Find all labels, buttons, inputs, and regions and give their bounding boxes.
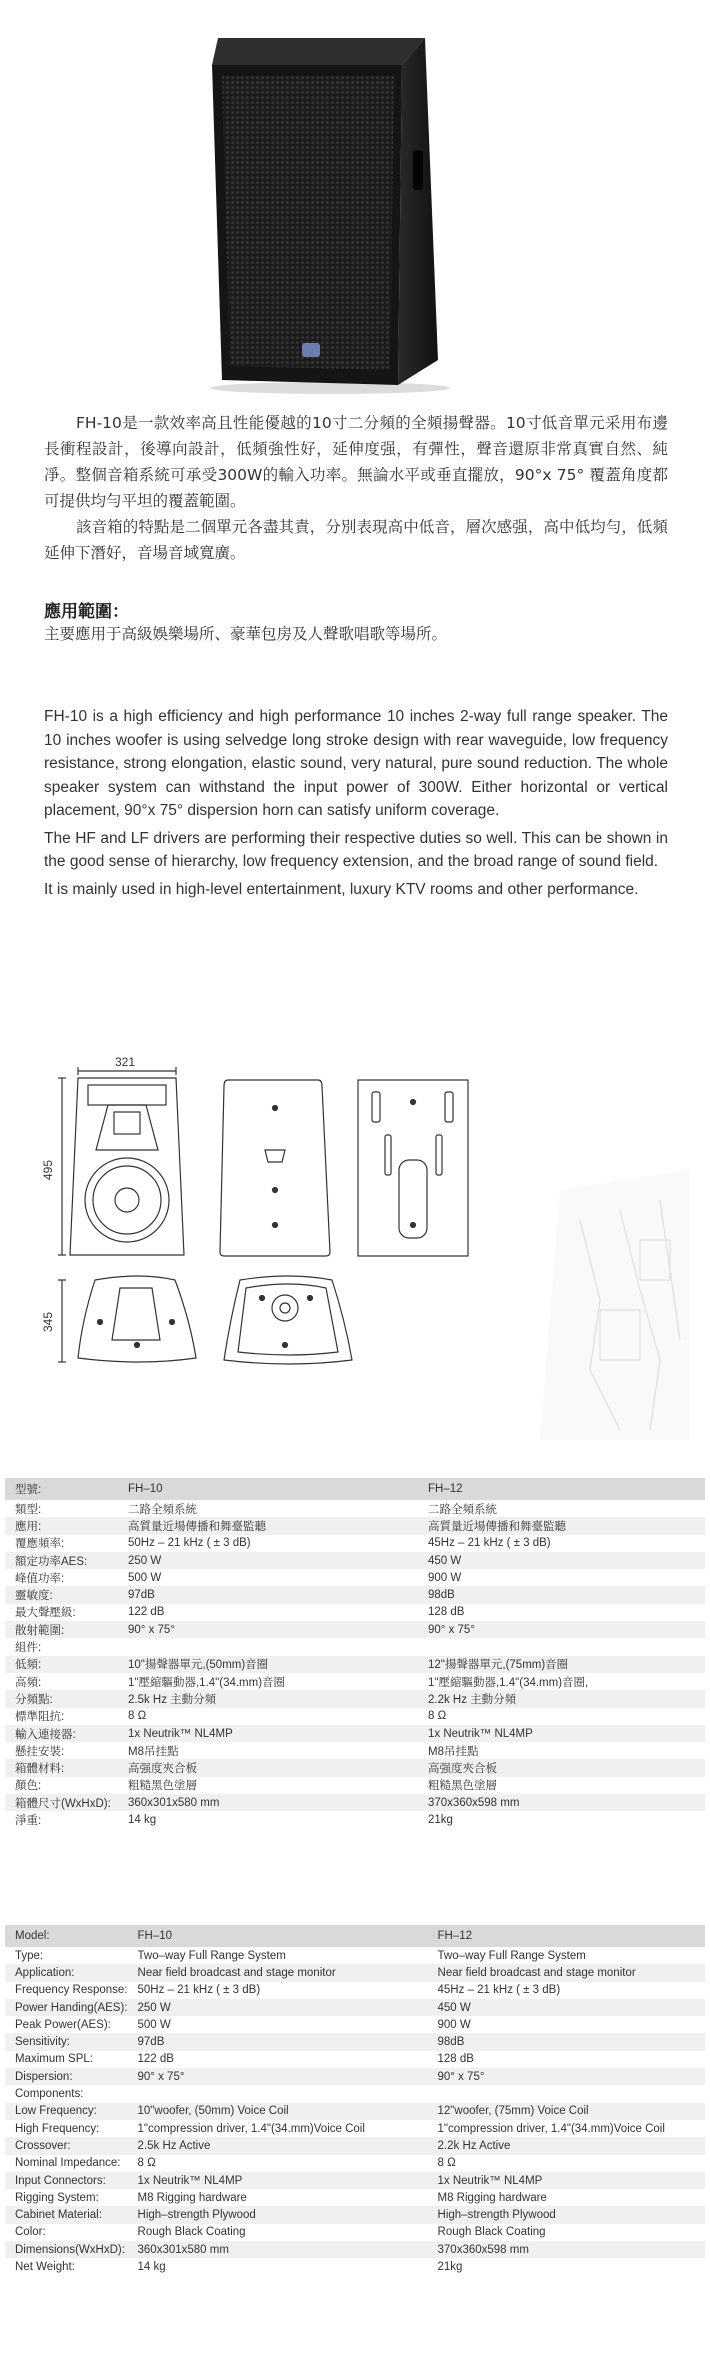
application-text: 主要應用于高級娛樂場所、豪華包房及人聲歌唱歌等場所。: [44, 625, 448, 643]
spec-cn-row: [5, 1517, 705, 1534]
spec-en-cell-fh10: 8 Ω: [137, 2157, 156, 2170]
spec-cn-cell-fh12: 2.2k Hz 主動分頻: [418, 1690, 705, 1707]
spec-cn-row: [5, 1552, 705, 1569]
top-view: [41, 1276, 196, 1362]
spec-cn-cell-fh10: 122 dB: [128, 1606, 165, 1619]
spec-cn-row: [5, 1535, 705, 1552]
spec-cn-row: [5, 1794, 705, 1811]
spec-cn-cell-label: 懸挂安裝:: [15, 1745, 65, 1758]
spec-en-cell-fh10: 50Hz – 21 kHz ( ± 3 dB): [137, 1984, 261, 1997]
spec-cn-row: [5, 1811, 705, 1828]
rear-view: [220, 1080, 330, 1256]
spec-en-cell-fh12: 8 Ω: [437, 2157, 456, 2170]
spec-en-row: [5, 2051, 705, 2068]
speaker-product-photo: [0, 0, 710, 400]
spec-en-cell-fh12: 45Hz – 21 kHz ( ± 3 dB): [437, 1984, 561, 1997]
spec-en-row: [5, 2016, 705, 2033]
spec-en-cell-fh12: High–strength Plywood: [428, 2206, 705, 2223]
spec-cn-row: [5, 1500, 705, 1517]
spec-en-cell-fh12: M8 Rigging hardware: [437, 2191, 547, 2204]
spec-cn-cell-fh12: 二路全頻系統: [428, 1503, 497, 1516]
spec-en-cell-label: High Frequency:: [15, 2122, 100, 2135]
spec-cn-cell-label: 靈敏度:: [5, 1586, 118, 1603]
spec-en-row: [5, 1947, 705, 1964]
spec-cn-cell-label: 散射範圍:: [5, 1621, 118, 1638]
spec-en-cell-fh10: 500 W: [137, 2018, 171, 2031]
bottom-view: [224, 1276, 352, 1364]
spec-en-cell-label: Peak Power(AES):: [15, 2018, 111, 2031]
spec-cn-cell-fh12: 12"揚聲器單元,(75mm)音圈: [418, 1656, 705, 1673]
spec-en-cell-fh12: Near field broadcast and stage monitor: [428, 1964, 705, 1981]
spec-cn-cell-fh12: 高質量近場傳播和舞臺監聽: [418, 1517, 705, 1534]
spec-cn-cell-fh12: 21kg: [428, 1813, 453, 1826]
spec-cn-row: [5, 1569, 705, 1586]
spec-en-cell-label: Dispersion:: [5, 2068, 128, 2085]
spec-cn-cell-fh12: 128 dB: [428, 1606, 465, 1619]
spec-en-row: [5, 2120, 705, 2137]
spec-cn-cell-fh12: 98dB: [418, 1586, 705, 1603]
width-dimension: 321: [114, 1055, 136, 1069]
spec-en-cell-fh12: 450 W: [428, 1999, 705, 2016]
spec-cn-cell-fh12: M8吊挂點: [428, 1745, 479, 1758]
spec-en-cell-label: Rigging System:: [15, 2191, 99, 2204]
spec-en-row: [5, 2033, 705, 2050]
spec-cn-cell-fh12: 粗糙黑色塗層: [428, 1780, 497, 1793]
spec-cn-cell-fh10: 二路全頻系統: [128, 1503, 197, 1516]
spec-en-cell-label: Model:: [5, 1925, 128, 1947]
front-view: [41, 1055, 184, 1255]
spec-en-cell-fh12: 2.2k Hz Active: [428, 2137, 705, 2154]
spec-cn-cell-fh12: 8 Ω: [428, 1710, 447, 1723]
spec-cn-cell-label: 型號:: [5, 1478, 118, 1500]
spec-cn-cell-fh10: 1x Neutrik™ NL4MP: [118, 1725, 418, 1742]
spec-cn-cell-label: 淨重:: [15, 1814, 42, 1827]
cn-paragraph-1: FH-10是一款效率高且性能優越的10寸二分頻的全頻揚聲器。10寸低音單元采用布邊長衝程設計，後導向設計，低頻強性好，延伸度强，有彈性，聲音還原非常真實自然、純凈。整個音箱系統可承受300W的輸入功率。無論水平或垂直擺放，90°x 75° 覆蓋角度都可提供均勻平坦的覆蓋範圍。: [44, 414, 668, 510]
spec-en-cell-label: Cabinet Material:: [5, 2206, 128, 2223]
spec-cn-cell-fh12: 高强度夾合板: [418, 1759, 705, 1776]
spec-cn-cell-fh12: FH–12: [418, 1478, 705, 1500]
spec-en-cell-fh10: 122 dB: [137, 2053, 174, 2066]
spec-en-row: [5, 2155, 705, 2172]
spec-en-cell-label: Application:: [5, 1964, 128, 1981]
english-description: [44, 705, 668, 905]
spec-en-cell-fh10: 1"compression driver, 1.4"(34.mm)Voice Coil: [137, 2122, 365, 2135]
spec-en-row: [5, 2258, 705, 2275]
spec-en-cell-fh10: 14 kg: [137, 2260, 166, 2273]
spec-en-cell-fh10: [128, 2085, 428, 2102]
spec-en-row: [5, 1999, 705, 2016]
spec-en-cell-fh10: Near field broadcast and stage monitor: [128, 1964, 428, 1981]
spec-en-cell-label: Maximum SPL:: [15, 2053, 93, 2066]
spec-en-row: [5, 2085, 705, 2102]
spec-cn-cell-label: 輸入連接器:: [5, 1725, 118, 1742]
spec-en-cell-label: Nominal Impedance:: [15, 2157, 121, 2170]
spec-en-cell-fh12: 128 dB: [437, 2053, 474, 2066]
spec-en-cell-fh10: 250 W: [128, 1999, 428, 2016]
spec-cn-cell-fh12: 90° x 75°: [418, 1621, 705, 1638]
spec-cn-cell-fh10: 50Hz – 21 kHz ( ± 3 dB): [128, 1537, 251, 1550]
spec-en-row: [5, 2189, 705, 2206]
spec-cn-row: [5, 1586, 705, 1603]
spec-en-cell-fh12: 98dB: [428, 2033, 705, 2050]
dimension-drawings: [0, 1040, 710, 1440]
spec-cn-cell-label: 最大聲壓級:: [15, 1607, 76, 1620]
spec-cn-cell-label: 組件:: [15, 1642, 42, 1655]
spec-en-cell-fh10: 97dB: [128, 2033, 428, 2050]
spec-cn-cell-label: 分頻點:: [5, 1690, 118, 1707]
spec-cn-cell-fh12: 45Hz – 21 kHz ( ± 3 dB): [428, 1537, 551, 1550]
spec-cn-cell-label: 低頻:: [5, 1656, 118, 1673]
spec-cn-row: [5, 1690, 705, 1707]
spec-cn-cell-fh10: 500 W: [128, 1571, 162, 1584]
spec-en-cell-fh10: 360x301x580 mm: [128, 2241, 428, 2258]
spec-cn-cell-fh10: 250 W: [118, 1552, 418, 1569]
spec-table-chinese: [5, 1478, 705, 1829]
spec-cn-cell-fh10: 14 kg: [128, 1813, 157, 1826]
spec-en-row: [5, 2206, 705, 2223]
spec-en-cell-fh12: FH–12: [428, 1925, 705, 1947]
spec-cn-row: [5, 1638, 705, 1655]
cn-paragraph-2: 該音箱的特點是二個單元各盡其責，分別表現高中低音，層次感强，高中低均勻，低頻延伸下潛好，音場音域寬廣。: [44, 518, 668, 562]
spec-en-row: [5, 2172, 705, 2189]
en-paragraph-2: The HF and LF drivers are performing their respective duties so well. This can be shown in the good sense of hierarchy, low frequency extension, and the broad range of sound field.: [44, 829, 668, 870]
spec-en-cell-fh10: 1x Neutrik™ NL4MP: [128, 2172, 428, 2189]
spec-en-cell-label: Components:: [15, 2088, 84, 2101]
spec-cn-cell-fh10: FH–10: [118, 1478, 418, 1500]
spec-cn-cell-fh12: 900 W: [428, 1571, 462, 1584]
spec-en-row: [5, 1964, 705, 1981]
depth-dimension: 345: [41, 1311, 55, 1333]
en-paragraph-1: FH-10 is a high efficiency and high performance 10 inches 2-way full range speaker. The 10 inches woofer is using selvedge long stroke design with rear waveguide, low frequency resistance, strong elongation, elastic sound, very natural, pure sound reduction. The whole speaker system can withstand the input power of 300W. Either horizontal or vertical placement, 90°x 75° dispersion horn can satisfy uniform coverage.: [44, 708, 668, 819]
en-paragraph-3: It is mainly used in high-level entertainment, luxury KTV rooms and other performance.: [44, 880, 639, 898]
spec-cn-cell-label: 顏色:: [15, 1780, 42, 1793]
spec-en-cell-fh10: High–strength Plywood: [128, 2206, 428, 2223]
spec-en-cell-fh12: [428, 2085, 705, 2102]
application-heading: 應用範圍：: [44, 602, 129, 622]
spec-cn-cell-label: 標準阻抗:: [15, 1711, 65, 1724]
spec-en-cell-fh10: 10"woofer, (50mm) Voice Coil: [128, 2103, 428, 2120]
spec-cn-cell-fh10: 1"壓縮驅動器,1.4"(34.mm)音圈: [128, 1676, 286, 1689]
spec-cn-cell-fh10: [118, 1638, 418, 1655]
spec-cn-cell-label: 應用:: [5, 1517, 118, 1534]
spec-cn-row: [5, 1759, 705, 1776]
spec-en-cell-label: Type:: [15, 1949, 44, 1962]
spec-en-cell-label: Color:: [15, 2226, 46, 2239]
spec-cn-cell-fh10: 高强度夾合板: [118, 1759, 418, 1776]
spec-cn-cell-fh12: 1x Neutrik™ NL4MP: [418, 1725, 705, 1742]
spec-cn-row: [5, 1656, 705, 1673]
spec-en-cell-fh10: 2.5k Hz Active: [128, 2137, 428, 2154]
spec-en-cell-label: Power Handing(AES):: [5, 1999, 128, 2016]
spec-cn-cell-label: 箱體材料:: [5, 1759, 118, 1776]
spec-en-cell-label: Net Weight:: [15, 2260, 75, 2273]
spec-cn-cell-fh10: 360x301x580 mm: [118, 1794, 418, 1811]
spec-en-cell-fh12: Rough Black Coating: [437, 2226, 546, 2239]
spec-en-cell-label: Dimensions(WxHxD):: [5, 2241, 128, 2258]
spec-en-cell-label: Crossover:: [5, 2137, 128, 2154]
spec-en-cell-fh12: 90° x 75°: [428, 2068, 705, 2085]
spec-en-cell-fh10: Two–way Full Range System: [137, 1949, 286, 1962]
spec-en-cell-fh10: FH–10: [128, 1925, 428, 1947]
spec-cn-cell-fh10: 10"揚聲器單元,(50mm)音圈: [118, 1656, 418, 1673]
spec-en-row: [5, 1982, 705, 1999]
spec-en-header-row: [5, 1925, 705, 1947]
spec-cn-cell-label: 峰值功率:: [15, 1572, 65, 1585]
spec-en-cell-fh12: Two–way Full Range System: [437, 1949, 586, 1962]
spec-cn-cell-fh10: 2.5k Hz 主動分頻: [118, 1690, 418, 1707]
spec-en-row: [5, 2068, 705, 2085]
spec-cn-cell-fh12: 450 W: [418, 1552, 705, 1569]
spec-cn-header-row: [5, 1478, 705, 1500]
spec-cn-cell-fh10: 粗糙黑色塗層: [128, 1780, 197, 1793]
spec-en-cell-label: Sensitivity:: [5, 2033, 128, 2050]
side-view: [358, 1080, 468, 1256]
spec-cn-row: [5, 1777, 705, 1794]
spec-en-cell-label: Frequency Response:: [15, 1984, 128, 1997]
spec-en-row: [5, 2103, 705, 2120]
spec-cn-row: [5, 1621, 705, 1638]
spec-en-cell-fh12: 1"compression driver, 1.4"(34.mm)Voice Coil: [437, 2122, 665, 2135]
spec-en-row: [5, 2224, 705, 2241]
spec-en-cell-fh12: 900 W: [437, 2018, 471, 2031]
spec-cn-cell-label: 高頻:: [15, 1676, 42, 1689]
spec-cn-cell-label: 覆應頻率:: [15, 1538, 65, 1551]
spec-en-cell-label: Low Frequency:: [5, 2103, 128, 2120]
spec-cn-row: [5, 1708, 705, 1725]
spec-table-english: [5, 1925, 705, 2276]
spec-en-row: [5, 2137, 705, 2154]
spec-en-cell-fh12: 12"woofer, (75mm) Voice Coil: [428, 2103, 705, 2120]
spec-cn-row: [5, 1725, 705, 1742]
spec-cn-cell-fh12: 1"壓縮驅動器,1.4"(34.mm)音圈,: [428, 1676, 589, 1689]
spec-en-cell-fh12: 1x Neutrik™ NL4MP: [428, 2172, 705, 2189]
spec-en-cell-fh10: 90° x 75°: [128, 2068, 428, 2085]
spec-cn-cell-fh10: 97dB: [118, 1586, 418, 1603]
spec-cn-cell-label: 額定功率AES:: [5, 1552, 118, 1569]
spec-en-cell-fh10: M8 Rigging hardware: [137, 2191, 247, 2204]
spec-en-cell-fh12: 370x360x598 mm: [428, 2241, 705, 2258]
spec-en-cell-fh10: Rough Black Coating: [137, 2226, 246, 2239]
spec-cn-cell-fh10: 90° x 75°: [118, 1621, 418, 1638]
spec-cn-cell-label: 類型:: [15, 1503, 42, 1516]
spec-cn-row: [5, 1604, 705, 1621]
spec-cn-cell-fh10: M8吊挂點: [128, 1745, 179, 1758]
spec-cn-row: [5, 1673, 705, 1690]
chinese-description: [44, 410, 668, 566]
spec-cn-cell-fh10: 8 Ω: [128, 1710, 147, 1723]
spec-cn-cell-fh12: 370x360x598 mm: [418, 1794, 705, 1811]
spec-cn-cell-fh10: 高質量近場傳播和舞臺監聽: [118, 1517, 418, 1534]
spec-en-row: [5, 2241, 705, 2258]
spec-en-cell-label: Input Connectors:: [5, 2172, 128, 2189]
spec-cn-cell-label: 箱體尺寸(WxHxD):: [5, 1794, 118, 1811]
spec-cn-row: [5, 1742, 705, 1759]
spec-en-cell-fh12: 21kg: [437, 2260, 463, 2273]
background-art: [540, 1170, 690, 1440]
spec-cn-cell-fh12: [418, 1638, 705, 1655]
height-dimension: 495: [41, 1159, 55, 1181]
